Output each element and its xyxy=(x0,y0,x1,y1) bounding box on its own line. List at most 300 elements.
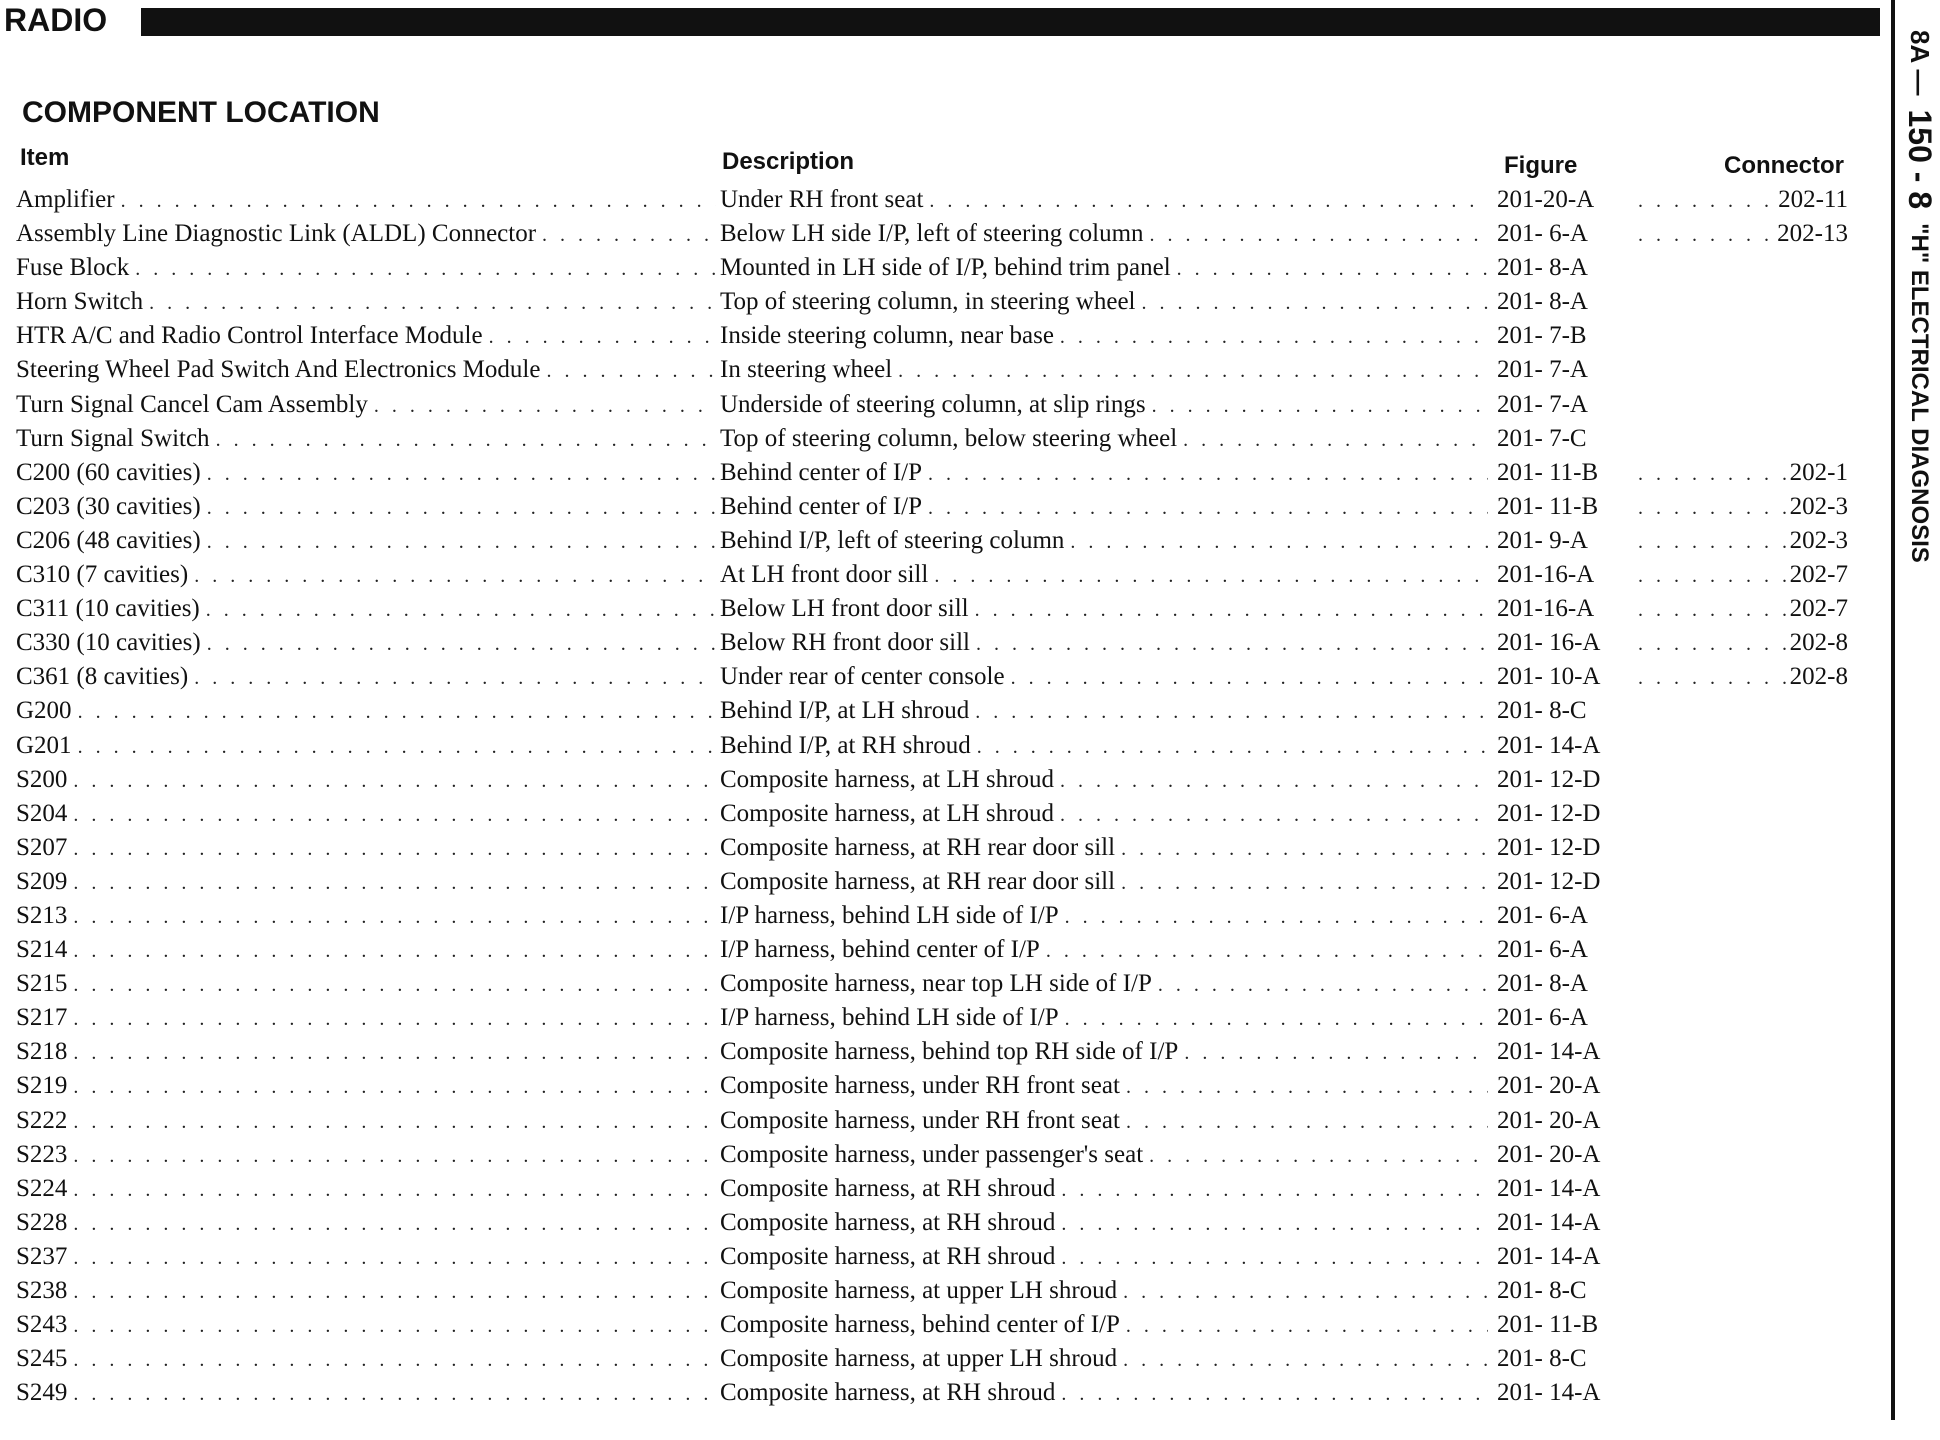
item-cell xyxy=(16,422,716,456)
item-cell-text: S214 xyxy=(16,936,68,964)
item-cell-text: S228 xyxy=(16,1208,68,1236)
side-page-number: 150 - 8 xyxy=(1902,109,1938,210)
connector-cell-text: 202-7 xyxy=(1789,595,1848,623)
description-cell-text: Below RH front door sill xyxy=(720,629,970,657)
figure-cell-text: 201-20-A xyxy=(1497,186,1595,213)
item-cell-text: S222 xyxy=(16,1106,68,1134)
figure-cell xyxy=(1497,626,1635,660)
dot-leader xyxy=(977,730,1488,763)
dot-leader xyxy=(1638,184,1774,217)
dot-leader xyxy=(1152,389,1488,422)
description-cell xyxy=(720,353,1488,387)
figure-cell-text: 201- 6-A xyxy=(1497,220,1588,248)
description-cell-text: Behind I/P, at LH shroud xyxy=(720,697,970,725)
item-cell-text: C206 (48 cavities) xyxy=(16,526,201,554)
description-cell xyxy=(720,729,1488,763)
item-cell xyxy=(16,1308,716,1342)
table-row xyxy=(0,660,1880,694)
item-cell xyxy=(16,592,716,626)
figure-cell xyxy=(1497,1240,1635,1274)
dot-leader xyxy=(929,184,1488,217)
item-cell xyxy=(16,251,716,285)
description-cell-text: Underside of steering column, at slip rings xyxy=(720,390,1146,418)
description-cell-text: Behind I/P, left of steering column xyxy=(720,526,1065,554)
dot-leader xyxy=(1638,661,1786,694)
description-cell xyxy=(720,490,1488,524)
figure-cell-text: 201- 14-A xyxy=(1497,1174,1601,1202)
dot-leader xyxy=(976,627,1488,660)
figure-cell xyxy=(1497,319,1635,353)
dot-leader xyxy=(1126,1309,1488,1342)
item-cell xyxy=(16,1274,716,1308)
table-row xyxy=(0,967,1880,1001)
table-row xyxy=(0,1376,1880,1410)
item-cell-text: C310 (7 cavities) xyxy=(16,561,189,589)
dot-leader xyxy=(1142,286,1488,319)
description-cell xyxy=(720,1001,1488,1035)
dot-leader xyxy=(216,423,716,456)
description-cell-text: Composite harness, at RH shroud xyxy=(720,1242,1056,1270)
connector-cell-text: 202-8 xyxy=(1789,663,1848,691)
figure-cell-text: 201- 6-A xyxy=(1497,901,1588,929)
figure-cell-text: 201- 16-A xyxy=(1497,629,1601,657)
table-row xyxy=(0,490,1880,524)
description-cell-text: Composite harness, behind top RH side of I/P xyxy=(720,1038,1179,1066)
dot-leader xyxy=(542,218,716,251)
figure-cell xyxy=(1497,183,1635,217)
dot-leader xyxy=(975,695,1488,728)
description-cell xyxy=(720,1069,1488,1103)
item-cell xyxy=(16,1104,716,1138)
table-row xyxy=(0,797,1880,831)
table-row xyxy=(0,422,1880,456)
description-cell-text: Behind I/P, at RH shroud xyxy=(720,731,971,759)
description-cell-text: Composite harness, under passenger's seat xyxy=(720,1140,1144,1168)
item-cell xyxy=(16,660,716,694)
table-row xyxy=(0,251,1880,285)
figure-cell-text: 201- 10-A xyxy=(1497,663,1601,691)
description-cell-text: Under rear of center console xyxy=(720,663,1005,691)
description-cell xyxy=(720,626,1488,660)
table-row xyxy=(0,1069,1880,1103)
item-cell-text: C361 (8 cavities) xyxy=(16,663,189,691)
dot-leader xyxy=(78,695,716,728)
dot-leader xyxy=(73,968,716,1001)
description-cell-text: At LH front door sill xyxy=(720,561,929,589)
dot-leader xyxy=(207,491,716,524)
dot-leader xyxy=(1638,457,1786,490)
description-cell xyxy=(720,285,1488,319)
figure-cell-text: 201-16-A xyxy=(1497,561,1595,589)
dot-leader xyxy=(546,354,716,387)
figure-cell xyxy=(1497,831,1635,865)
dot-leader xyxy=(149,286,716,319)
column-header-item: Item xyxy=(20,144,70,171)
table-row xyxy=(0,763,1880,797)
table-row xyxy=(0,1240,1880,1274)
item-cell-text: G201 xyxy=(16,731,72,759)
table-row xyxy=(0,524,1880,558)
description-cell-text: Composite harness, at LH shroud xyxy=(720,799,1054,827)
description-cell-text: Composite harness, near top LH side of I/P xyxy=(720,970,1152,998)
dot-leader xyxy=(73,934,716,967)
description-cell xyxy=(720,1138,1488,1172)
figure-cell xyxy=(1497,1274,1635,1308)
figure-cell xyxy=(1497,285,1635,319)
description-cell-text: Composite harness, at LH shroud xyxy=(720,765,1054,793)
table-row xyxy=(0,319,1880,353)
description-cell-text: Below LH front door sill xyxy=(720,595,969,623)
figure-cell xyxy=(1497,1001,1635,1035)
table-row xyxy=(0,592,1880,626)
item-cell xyxy=(16,797,716,831)
dot-leader xyxy=(73,1002,716,1035)
description-cell xyxy=(720,1342,1488,1376)
dot-leader xyxy=(73,832,716,865)
table-row xyxy=(0,1274,1880,1308)
dot-leader xyxy=(928,491,1488,524)
description-cell-text: I/P harness, behind center of I/P xyxy=(720,936,1040,964)
figure-cell-text: 201- 8-A xyxy=(1497,970,1588,998)
description-cell-text: Composite harness, under RH front seat xyxy=(720,1072,1120,1100)
description-cell xyxy=(720,899,1488,933)
item-cell-text: Horn Switch xyxy=(16,288,144,316)
item-cell-text: S200 xyxy=(16,765,68,793)
dot-leader xyxy=(73,1070,716,1103)
dot-leader xyxy=(1183,423,1488,456)
connector-cell-text: 202-8 xyxy=(1789,629,1848,657)
item-cell xyxy=(16,319,716,353)
figure-cell-text: 201- 7-B xyxy=(1497,322,1587,350)
item-cell xyxy=(16,1069,716,1103)
item-cell xyxy=(16,1376,716,1410)
dot-leader xyxy=(207,525,716,558)
figure-cell xyxy=(1497,353,1635,387)
component-location-table xyxy=(0,183,1880,1410)
dot-leader xyxy=(1638,593,1786,626)
figure-cell-text: 201- 11-B xyxy=(1497,492,1599,520)
item-cell xyxy=(16,388,716,422)
table-row xyxy=(0,183,1880,217)
table-row xyxy=(0,933,1880,967)
item-cell xyxy=(16,1172,716,1206)
dot-leader xyxy=(1046,934,1488,967)
description-cell-text: Composite harness, at RH shroud xyxy=(720,1174,1056,1202)
dot-leader xyxy=(975,593,1488,626)
item-cell-text: C200 (60 cavities) xyxy=(16,458,201,486)
connector-cell xyxy=(1638,456,1848,490)
item-cell-text: S249 xyxy=(16,1379,68,1407)
figure-cell-text: 201- 12-D xyxy=(1497,833,1601,861)
figure-cell xyxy=(1497,490,1635,524)
column-header-connector: Connector xyxy=(1724,152,1844,179)
item-cell xyxy=(16,1342,716,1376)
item-cell-text: S243 xyxy=(16,1311,68,1339)
item-cell xyxy=(16,694,716,728)
description-cell-text: Composite harness, behind center of I/P xyxy=(720,1311,1120,1339)
connector-cell-text: 202-7 xyxy=(1789,561,1848,589)
dot-leader xyxy=(1638,218,1773,251)
table-row xyxy=(0,899,1880,933)
side-rule xyxy=(1891,0,1895,1420)
table-row xyxy=(0,285,1880,319)
description-cell xyxy=(720,422,1488,456)
dot-leader xyxy=(73,1241,716,1274)
description-cell xyxy=(720,592,1488,626)
dot-leader xyxy=(73,1377,716,1410)
dot-leader xyxy=(1061,1207,1488,1240)
figure-cell xyxy=(1497,592,1635,626)
dot-leader xyxy=(928,457,1488,490)
description-cell xyxy=(720,456,1488,490)
figure-cell xyxy=(1497,524,1635,558)
dot-leader xyxy=(1061,1377,1488,1410)
description-cell xyxy=(720,1240,1488,1274)
item-cell-text: S223 xyxy=(16,1140,68,1168)
dot-leader xyxy=(135,252,716,285)
description-cell-text: Inside steering column, near base xyxy=(720,322,1054,350)
dot-leader xyxy=(1060,798,1488,831)
description-cell xyxy=(720,1376,1488,1410)
dot-leader xyxy=(73,1173,716,1206)
figure-cell-text: 201- 11-B xyxy=(1497,1311,1599,1339)
description-cell-text: In steering wheel xyxy=(720,356,893,384)
dot-leader xyxy=(1638,491,1786,524)
figure-cell-text: 201- 14-A xyxy=(1497,1379,1601,1407)
item-cell-text: Fuse Block xyxy=(16,254,130,282)
dot-leader xyxy=(1638,525,1786,558)
dot-leader xyxy=(1060,764,1488,797)
header-rule xyxy=(141,8,1880,36)
figure-cell-text: 201-16-A xyxy=(1497,595,1595,623)
table-row xyxy=(0,694,1880,728)
dot-leader xyxy=(898,354,1488,387)
item-cell xyxy=(16,831,716,865)
column-header-figure: Figure xyxy=(1504,152,1578,179)
description-cell-text: Composite harness, at RH shroud xyxy=(720,1208,1056,1236)
description-cell xyxy=(720,933,1488,967)
dot-leader xyxy=(1121,832,1488,865)
connector-cell-text: 202-3 xyxy=(1789,526,1848,554)
figure-cell-text: 201- 8-C xyxy=(1497,697,1587,725)
figure-cell-text: 201- 14-A xyxy=(1497,1242,1601,1270)
figure-cell xyxy=(1497,1104,1635,1138)
figure-cell-text: 201- 7-A xyxy=(1497,390,1588,418)
dot-leader xyxy=(1123,1275,1488,1308)
item-cell-text: S207 xyxy=(16,833,68,861)
item-cell-text: S238 xyxy=(16,1277,68,1304)
description-cell xyxy=(720,1172,1488,1206)
dot-leader xyxy=(1158,968,1488,1001)
item-cell xyxy=(16,558,716,592)
dot-leader xyxy=(73,1036,716,1069)
figure-cell-text: 201- 7-A xyxy=(1497,356,1588,384)
item-cell-text: S245 xyxy=(16,1345,68,1373)
description-cell xyxy=(720,694,1488,728)
item-cell xyxy=(16,729,716,763)
figure-cell-text: 201- 6-A xyxy=(1497,1004,1588,1032)
side-section-code: 8A — xyxy=(1905,30,1935,96)
dot-leader xyxy=(489,320,716,353)
dot-leader xyxy=(1121,866,1488,899)
description-cell-text: Below LH side I/P, left of steering column xyxy=(720,220,1144,248)
figure-cell-text: 201- 8-A xyxy=(1497,288,1588,316)
dot-leader xyxy=(1011,661,1488,694)
dot-leader xyxy=(73,900,716,933)
dot-leader xyxy=(1638,627,1786,660)
dot-leader xyxy=(1177,252,1488,285)
table-row xyxy=(0,1342,1880,1376)
figure-cell xyxy=(1497,422,1635,456)
figure-cell xyxy=(1497,217,1635,251)
description-cell-text: Composite harness, at RH rear door sill xyxy=(720,833,1116,861)
table-row xyxy=(0,626,1880,660)
item-cell xyxy=(16,490,716,524)
side-tab xyxy=(1901,30,1938,563)
dot-leader xyxy=(1123,1343,1488,1376)
figure-cell-text: 201- 20-A xyxy=(1497,1140,1601,1168)
connector-cell xyxy=(1638,626,1848,660)
figure-cell xyxy=(1497,456,1635,490)
table-row xyxy=(0,353,1880,387)
item-cell-text: S219 xyxy=(16,1072,68,1100)
figure-cell xyxy=(1497,1069,1635,1103)
description-cell xyxy=(720,183,1488,217)
figure-cell-text: 201- 7-C xyxy=(1497,424,1587,452)
item-cell xyxy=(16,1035,716,1069)
description-cell xyxy=(720,217,1488,251)
dot-leader xyxy=(374,389,716,422)
description-cell-text: Composite harness, under RH front seat xyxy=(720,1106,1120,1134)
figure-cell-text: 201- 20-A xyxy=(1497,1072,1601,1100)
dot-leader xyxy=(1065,1002,1488,1035)
description-cell-text: Composite harness, at upper LH shroud xyxy=(720,1345,1118,1373)
item-cell-text: G200 xyxy=(16,697,72,725)
figure-cell-text: 201- 8-A xyxy=(1497,254,1588,282)
figure-cell-text: 201- 11-B xyxy=(1497,458,1599,486)
figure-cell xyxy=(1497,694,1635,728)
description-cell-text: Composite harness, at upper LH shroud xyxy=(720,1277,1118,1304)
description-cell-text: Composite harness, at RH shroud xyxy=(720,1379,1056,1407)
connector-cell xyxy=(1638,524,1848,558)
description-cell xyxy=(720,967,1488,1001)
item-cell xyxy=(16,353,716,387)
description-cell xyxy=(720,1308,1488,1342)
description-cell xyxy=(720,1274,1488,1308)
item-cell-text: Turn Signal Switch xyxy=(16,424,210,452)
page-header xyxy=(0,0,1880,40)
table-row xyxy=(0,1001,1880,1035)
dot-leader xyxy=(73,866,716,899)
dot-leader xyxy=(73,1309,716,1342)
figure-cell-text: 201- 14-A xyxy=(1497,1038,1601,1066)
description-cell-text: Mounted in LH side of I/P, behind trim panel xyxy=(720,254,1171,282)
figure-cell-text: 201- 12-D xyxy=(1497,765,1601,793)
figure-cell xyxy=(1497,729,1635,763)
description-cell xyxy=(720,558,1488,592)
figure-cell xyxy=(1497,899,1635,933)
dot-leader xyxy=(934,559,1488,592)
figure-cell xyxy=(1497,797,1635,831)
dot-leader xyxy=(73,798,716,831)
item-cell xyxy=(16,285,716,319)
description-cell-text: Under RH front seat xyxy=(720,186,924,213)
dot-leader xyxy=(121,184,716,217)
figure-cell xyxy=(1497,558,1635,592)
dot-leader xyxy=(1126,1105,1488,1138)
item-cell-text: Steering Wheel Pad Switch And Electronics Module xyxy=(16,356,541,384)
figure-cell xyxy=(1497,763,1635,797)
item-cell xyxy=(16,933,716,967)
figure-cell xyxy=(1497,1172,1635,1206)
item-cell-text: Amplifier xyxy=(16,186,115,213)
connector-cell xyxy=(1638,490,1848,524)
description-cell xyxy=(720,660,1488,694)
description-cell-text: I/P harness, behind LH side of I/P xyxy=(720,1004,1059,1032)
dot-leader xyxy=(1060,320,1488,353)
figure-cell xyxy=(1497,1308,1635,1342)
description-cell xyxy=(720,1035,1488,1069)
description-cell xyxy=(720,797,1488,831)
item-cell-text: Assembly Line Diagnostic Link (ALDL) Connector xyxy=(16,220,537,248)
figure-cell xyxy=(1497,933,1635,967)
figure-cell-text: 201- 6-A xyxy=(1497,936,1588,964)
item-cell xyxy=(16,763,716,797)
description-cell xyxy=(720,831,1488,865)
figure-cell-text: 201- 8-C xyxy=(1497,1345,1587,1373)
dot-leader xyxy=(1149,1139,1488,1172)
item-cell xyxy=(16,1001,716,1035)
item-cell-text: S237 xyxy=(16,1242,68,1270)
figure-cell xyxy=(1497,660,1635,694)
figure-cell-text: 201- 14-A xyxy=(1497,1208,1601,1236)
dot-leader xyxy=(73,764,716,797)
figure-cell-text: 201- 12-D xyxy=(1497,799,1601,827)
header-title: RADIO xyxy=(4,1,108,38)
dot-leader xyxy=(206,593,716,626)
item-cell-text: S215 xyxy=(16,970,68,998)
item-cell-text: S204 xyxy=(16,799,68,827)
description-cell-text: Composite harness, at RH rear door sill xyxy=(720,867,1116,895)
column-header-description: Description xyxy=(722,148,855,175)
dot-leader xyxy=(1638,559,1786,592)
dot-leader xyxy=(194,661,716,694)
description-cell xyxy=(720,763,1488,797)
connector-cell xyxy=(1638,558,1848,592)
table-row xyxy=(0,729,1880,763)
item-cell xyxy=(16,626,716,660)
dot-leader xyxy=(73,1207,716,1240)
table-row xyxy=(0,1206,1880,1240)
figure-cell-text: 201- 9-A xyxy=(1497,526,1588,554)
description-cell xyxy=(720,865,1488,899)
section-title: COMPONENT LOCATION xyxy=(22,96,380,129)
table-row xyxy=(0,558,1880,592)
dot-leader xyxy=(1070,525,1488,558)
connector-cell-text: 202-1 xyxy=(1789,458,1848,486)
item-cell xyxy=(16,899,716,933)
figure-cell-text: 201- 12-D xyxy=(1497,867,1601,895)
dot-leader xyxy=(73,1275,716,1308)
item-cell xyxy=(16,524,716,558)
item-cell-text: HTR A/C and Radio Control Interface Module xyxy=(16,322,483,350)
item-cell-text: S209 xyxy=(16,867,68,895)
figure-cell xyxy=(1497,251,1635,285)
item-cell-text: Turn Signal Cancel Cam Assembly xyxy=(16,390,368,418)
item-cell xyxy=(16,1206,716,1240)
dot-leader xyxy=(207,457,716,490)
dot-leader xyxy=(1150,218,1488,251)
